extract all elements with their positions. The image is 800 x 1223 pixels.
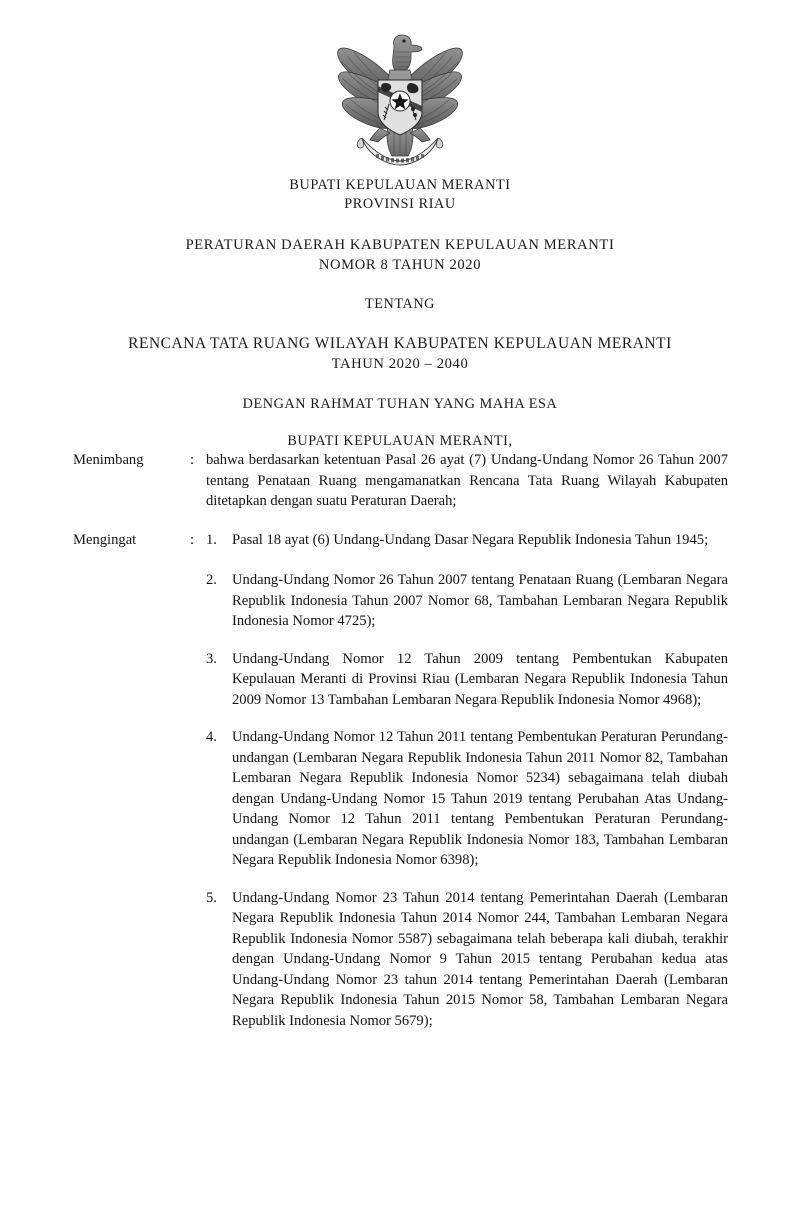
emblem-container: [0, 28, 800, 168]
clause-text-menimbang: [206, 450, 728, 512]
mengingat-list: [206, 530, 728, 1032]
line-nomor: NOMOR 8 TAHUN 2020: [318, 257, 482, 273]
list-item-text: Undang-Undang Nomor 12 Tahun 2009 tentang Pembentukan Kabupaten Kepulauan Meranti di Provinsi Riau (Lembaran Negara Republik Indonesia Tahun 2009 Nomor 13 Tambahan Lembaran Negara Republik Indonesia Nomor 4968);: [232, 650, 728, 708]
garuda-pancasila-icon: [332, 28, 468, 168]
clause-text-mengingat: [206, 530, 728, 1032]
clause-menimbang: [73, 450, 728, 512]
line-tentang: TENTANG: [364, 296, 436, 312]
list-item: [206, 570, 728, 632]
line-rahmat: DENGAN RAHMAT TUHAN YANG MAHA ESA: [242, 396, 558, 412]
clause-label-menimbang: Menimbang: [73, 452, 144, 468]
spacer: [0, 314, 800, 333]
list-item: [206, 530, 728, 551]
list-item-number: 2.: [206, 572, 217, 588]
clause-label-mengingat: Mengingat: [73, 531, 137, 548]
line-peraturan: PERATURAN DAERAH KABUPATEN KEPULAUAN MERANTI: [185, 237, 615, 253]
line-bupati-sign: BUPATI KEPULAUAN MERANTI,: [287, 433, 513, 449]
list-item: [206, 888, 728, 1032]
line-bupati: BUPATI KEPULAUAN MERANTI: [289, 177, 511, 193]
spacer: [0, 414, 800, 431]
spacer: [0, 375, 800, 394]
line-judul: RENCANA TATA RUANG WILAYAH KABUPATEN KEPULAUAN MERANTI: [128, 335, 672, 352]
line-provinsi: PROVINSI RIAU: [344, 196, 456, 212]
spacer: [0, 275, 800, 294]
clause-colon-mengingat: :: [190, 531, 195, 548]
list-item-number: 4.: [206, 729, 217, 745]
list-item: [206, 727, 728, 871]
list-item-number: 1.: [206, 531, 217, 548]
clause-colon-menimbang: :: [190, 452, 195, 468]
list-item-text: Pasal 18 ayat (6) Undang-Undang Dasar Negara Republik Indonesia Tahun 1945;: [232, 531, 709, 548]
list-item-text: Undang-Undang Nomor 12 Tahun 2011 tentang Pembentukan Peraturan Perundang-undangan (Lembaran Negara Republik Indonesia Tahun 2011 Nomor 82, Tambahan Lembaran Negara Republik Indonesia Nomor 5234) sebagaimana telah diubah dengan Undang-Undang Nomor 15 Tahun 2019 tentang Perubahan Atas Undang-Undang Nomor 12 Tahun 2011 tentang Pembentukan Peraturan Perundang-undangan (Lembaran Negara Republik Indonesia Nomor 183, Tambahan Lembaran Negara Republik Indonesia Nomor 6398);: [232, 729, 728, 868]
list-item-text: Undang-Undang Nomor 26 Tahun 2007 tentang Penataan Ruang (Lembaran Negara Republik Indonesia Tahun 2007 Nomor 68, Tambahan Lembaran Negara Republik Indonesia Nomor 4725);: [232, 572, 728, 629]
clause-mengingat: [73, 530, 728, 1032]
garuda-eye: [402, 39, 405, 42]
list-item: [206, 649, 728, 711]
list-item-number: 3.: [206, 650, 217, 667]
clause-body-block: [73, 450, 728, 1049]
list-item-number: 5.: [206, 889, 217, 906]
title-block: [0, 176, 800, 451]
line-tahun: TAHUN 2020 – 2040: [331, 356, 469, 372]
spacer: [0, 214, 800, 235]
menimbang-paragraph: bahwa berdasarkan ketentuan Pasal 26 ayat (7) Undang-Undang Nomor 26 Tahun 2007 tentang Penataan Ruang mengamanatkan Rencana Tata Ruang Wilayah Kabupaten ditetapkan dengan suatu Peraturan Daerah;: [206, 452, 728, 509]
list-item-text: Undang-Undang Nomor 23 Tahun 2014 tentang Pemerintahan Daerah (Lembaran Negara Republik Indonesia Tahun 2014 Nomor 244, Tambahan Lembaran Negara Republik Indonesia Nomor 5587) sebagaimana telah beberapa kali diubah, terakhir dengan Undang-Undang Nomor 9 Tahun 2015 tentang Perubahan kedua atas Undang-Undang Nomor 23 tahun 2014 tentang Pemerintahan Daerah (Lembaran Negara Republik Indonesia Tahun 2015 Nomor 58, Tambahan Lembaran Negara Republik Indonesia Nomor 5679);: [232, 889, 728, 1029]
